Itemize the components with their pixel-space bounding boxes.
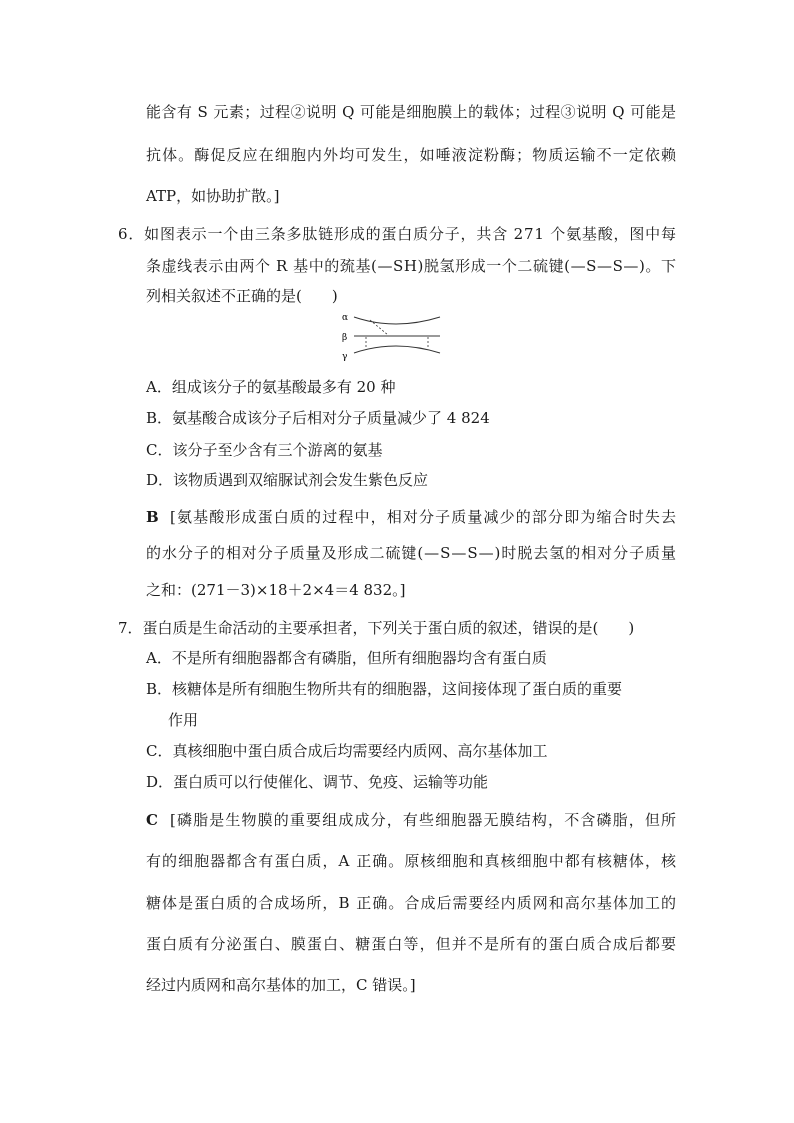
gamma-label: γ (342, 352, 348, 362)
q6-stem-line-1: 6．如图表示一个由三条多肽链形成的蛋白质分子，共含 271 个氨基酸，图中每 (118, 225, 677, 243)
q7-answer: C (146, 811, 158, 829)
q6-explanation-line-2: 的水分子的相对分子质量及形成二硫键(—S—S—)时脱去氢的相对分子质量 (146, 544, 677, 562)
q6-explanation-line-1: [氨基酸形成蛋白质的过程中，相对分子质量减少的部分即为缩合时失去 (170, 508, 678, 526)
q6-option-b: B．氨基酸合成该分子后相对分子质量减少了 4 824 (146, 409, 490, 427)
q7-option-a: A．不是所有细胞器都含有磷脂，但所有细胞器均含有蛋白质 (146, 649, 547, 667)
beta-label: β (342, 333, 348, 343)
q6-stem-line-3: 列相关叙述不正确的是( ) (146, 287, 338, 305)
prev-explanation-line-1: 能含有 S 元素；过程②说明 Q 可能是细胞膜上的载体；过程③说明 Q 可能是 (146, 103, 677, 121)
prev-explanation-line-3: ATP，如协助扩散。] (146, 187, 280, 205)
q6-option-d: D．该物质遇到双缩脲试剂会发生紫色反应 (146, 471, 429, 489)
gamma-chain (354, 346, 440, 353)
q6-stem-line-2: 条虚线表示由两个 R 基中的巯基(—SH)脱氢形成一个二硫键(—S—S—)。下 (146, 257, 677, 275)
q7-stem: 7．蛋白质是生命活动的主要承担者，下列关于蛋白质的叙述，错误的是( ) (118, 619, 635, 637)
q7-option-c: C．真核细胞中蛋白质合成后均需要经内质网、高尔基体加工 (146, 742, 548, 760)
alpha-label: α (342, 313, 349, 323)
q7-option-d: D．蛋白质可以行使催化、调节、免疫、运输等功能 (146, 773, 489, 791)
q7-explanation-line-4: 蛋白质有分泌蛋白、膜蛋白、糖蛋白等，但并不是所有的蛋白质合成后都要 (146, 935, 678, 953)
prev-explanation-line-2: 抗体。酶促反应在细胞内外均可发生，如唾液淀粉酶；物质运输不一定依赖 (146, 146, 678, 164)
q6-option-c: C．该分子至少含有三个游离的氨基 (146, 441, 383, 459)
q7-option-b-cont: 作用 (168, 711, 199, 729)
q7-explanation-line-1: [磷脂是生物膜的重要组成成分，有些细胞器无膜结构，不含磷脂，但所 (170, 811, 678, 829)
q7-explanation-line-2: 有的细胞器都含有蛋白质，A 正确。原核细胞和真核细胞中都有核糖体，核 (146, 852, 678, 870)
disulfide-bond-diagram (340, 309, 444, 365)
q7-explanation-line-3: 糖体是蛋白质的合成场所，B 正确。合成后需要经内质网和高尔基体加工的 (146, 894, 678, 912)
q6-explanation-line-3: 之和：(271－3)×18＋2×4＝4 832。] (146, 581, 406, 599)
q7-explanation-line-5: 经过内质网和高尔基体的加工，C 错误。] (146, 976, 416, 994)
alpha-chain (354, 317, 440, 324)
q6-answer: B (146, 508, 159, 526)
q6-option-a: A．组成该分子的氨基酸最多有 20 种 (146, 378, 396, 396)
q7-option-b: B．核糖体是所有细胞生物所共有的细胞器，这间接体现了蛋白质的重要 (146, 680, 623, 698)
